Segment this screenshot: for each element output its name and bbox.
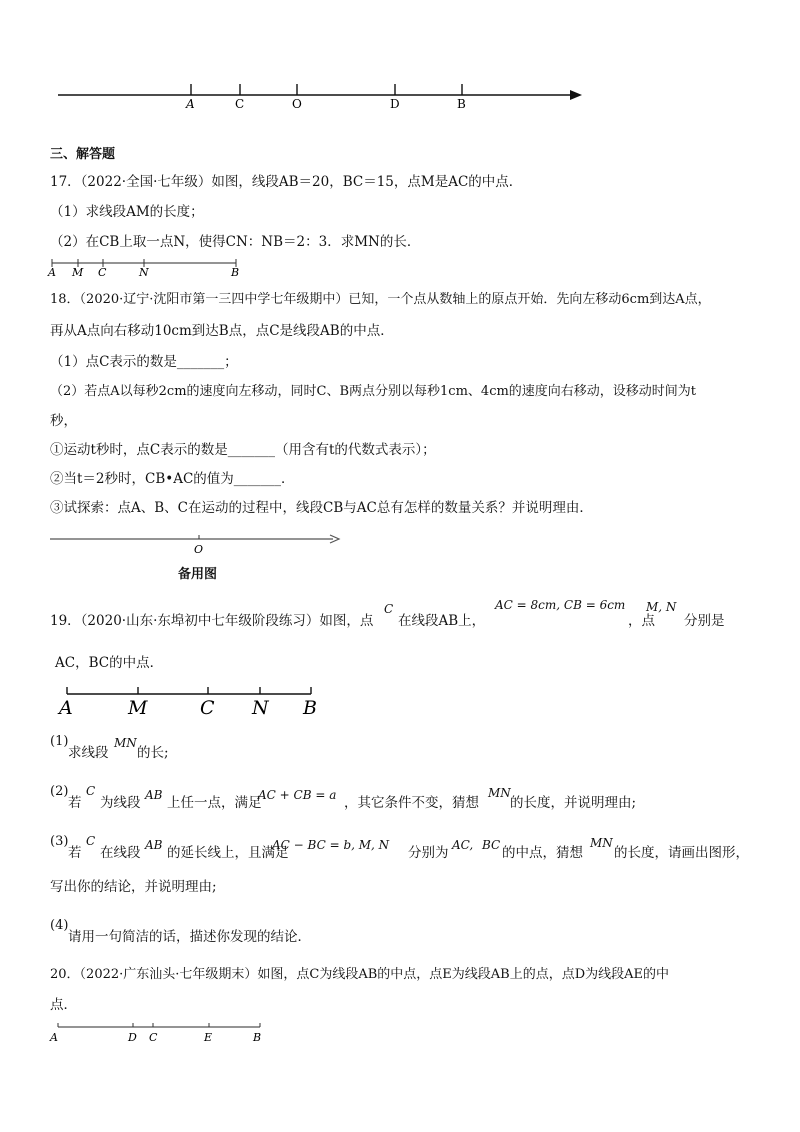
q18-stem-line1: 18．（2020·辽宁·沈阳市第一三四中学七年级期中）已知，一个点从数轴上的原点开始．先向左移动6cm到达A点， <box>50 292 711 307</box>
q19-p2-e: 的长度，并说明理由; <box>510 795 637 811</box>
q19-p2-eq: AC + CB = a <box>258 788 337 802</box>
q19-p3-f: 的长度，请画出图形， <box>614 845 749 861</box>
label-b: B <box>457 97 466 111</box>
q20-label-b: B <box>253 1031 262 1044</box>
q20-stem-line1: 20．（2022·广东汕头·七年级期末）如图，点C为线段AB的中点，点E为线段AB上的点，点D为线段AE的中 <box>50 967 670 982</box>
q19-eq1: AC = 8cm, CB = 6cm <box>495 598 626 612</box>
q18-part2-line1: （2）若点A以每秒2cm的速度向左移动，同时C、B两点分别以每秒1cm、4cm的速度向右移动，设移动时间为t <box>50 384 697 399</box>
q19-p3-d: 分别为 <box>408 845 449 861</box>
q18-spare-axis-figure <box>50 535 339 556</box>
q19-stem-b: 在线段AB上， <box>398 613 486 629</box>
q19-segment-figure <box>57 687 317 719</box>
q19-p4-text: 请用一句简洁的话，描述你发现的结论． <box>68 929 311 945</box>
q19-stem-a: 19．（2020·山东·东埠初中七年级阶段练习）如图，点 <box>50 613 374 629</box>
q19-p3-a: 若 <box>68 845 82 861</box>
q19-p3-c: C <box>86 834 96 848</box>
q18-part1: （1）点C表示的数是_______； <box>50 354 238 370</box>
q20-label-a: A <box>50 1031 58 1044</box>
q19-p3-bc: BC <box>482 838 501 852</box>
q18-sub3: ③试探索：点A、B、C在运动的过程中，线段CB与AC总有怎样的数量关系？并说明理由． <box>50 500 593 516</box>
q18-stem-line2: 再从A点向右移动10cm到达B点，点C是线段AB的中点． <box>50 323 394 339</box>
q19-p3-b: 在线段 <box>100 845 141 861</box>
q19-p3-mn: MN <box>590 836 613 850</box>
arrow-head-icon <box>570 90 582 100</box>
q17-label-b: B <box>231 266 240 279</box>
q19-p1-num: (1) <box>50 734 69 749</box>
label-c: C <box>235 97 245 111</box>
q18-caption: 备用图 <box>178 567 218 582</box>
q17-stem: 17．（2022·全国·七年级）如图，线段AB＝20，BC＝15，点M是AC的中点． <box>50 174 523 190</box>
q17-label-n: N <box>139 266 149 279</box>
q17-label-m: M <box>72 266 84 279</box>
q17-label-c: C <box>98 266 107 279</box>
q19-p2-c: C <box>86 784 96 798</box>
q17-segment-figure <box>47 259 239 279</box>
q19-p3-line2: 写出你的结论，并说明理由; <box>50 879 217 895</box>
q19-p2-a: 若 <box>68 795 82 811</box>
q20-segment-figure <box>49 1023 261 1044</box>
q18-sub1: ①运动t秒时，点C表示的数是_______（用含有t的代数式表示）； <box>50 442 436 458</box>
label-d: D <box>390 97 400 111</box>
q19-stem-c: C <box>384 602 394 616</box>
q19-p3-e: 的中点，猜想 <box>502 845 583 861</box>
label-a: A <box>186 97 195 111</box>
q19-mn: M, N <box>646 600 677 614</box>
q20-label-c: C <box>149 1031 158 1044</box>
q19-line2: AC，BC的中点． <box>55 655 164 671</box>
q19-p3-ab: AB <box>145 838 163 852</box>
q18-sub2: ②当t＝2秒时，CB•AC的值为_______． <box>50 471 295 487</box>
q18-part2-line2: 秒， <box>50 413 77 429</box>
top-number-line-figure <box>58 84 582 111</box>
section-title: 三、解答题 <box>50 147 116 162</box>
q19-label-c: C <box>200 697 215 719</box>
q19-p3-eq: AC − BC = b, M, N <box>272 838 390 852</box>
q19-p2-d: ，其它条件不变，猜想 <box>344 795 479 811</box>
q19-label-b: B <box>303 697 317 719</box>
q20-label-d: D <box>128 1031 137 1044</box>
q19-p2-c2: 上任一点，满足 <box>167 795 262 811</box>
q19-p2-ab: AB <box>145 788 163 802</box>
q20-stem-line2: 点． <box>50 997 77 1013</box>
q19-label-a: A <box>59 697 73 719</box>
q17-part1: （1）求线段AM的长度； <box>50 204 204 220</box>
q19-p3-c2: 的延长线上，且满足 <box>167 845 289 861</box>
q19-p2-b: 为线段 <box>100 795 141 811</box>
q17-part2: （2）在CB上取一点N，使得CN：NB＝2：3．求MN的长． <box>50 234 421 250</box>
q19-label-m: M <box>128 697 148 719</box>
q18-label-o: O <box>194 543 204 556</box>
q19-p3-ac: AC, <box>452 838 474 852</box>
q19-p1-text-b: 的长; <box>137 745 169 761</box>
q19-p3-num: (3) <box>50 834 69 849</box>
q19-label-n: N <box>252 697 269 719</box>
q17-label-a: A <box>48 266 56 279</box>
label-o: O <box>292 97 302 111</box>
q19-p4-num: (4) <box>50 918 69 933</box>
q19-stem-d: 分别是 <box>684 613 725 629</box>
q20-label-e: E <box>204 1031 213 1044</box>
q19-p2-mn: MN <box>488 786 511 800</box>
q19-p1-mn: MN <box>114 736 137 750</box>
q19-stem-c2: ，点 <box>628 613 655 629</box>
q19-p2-num: (2) <box>50 784 69 799</box>
q19-p1-text-a: 求线段 <box>68 745 109 761</box>
